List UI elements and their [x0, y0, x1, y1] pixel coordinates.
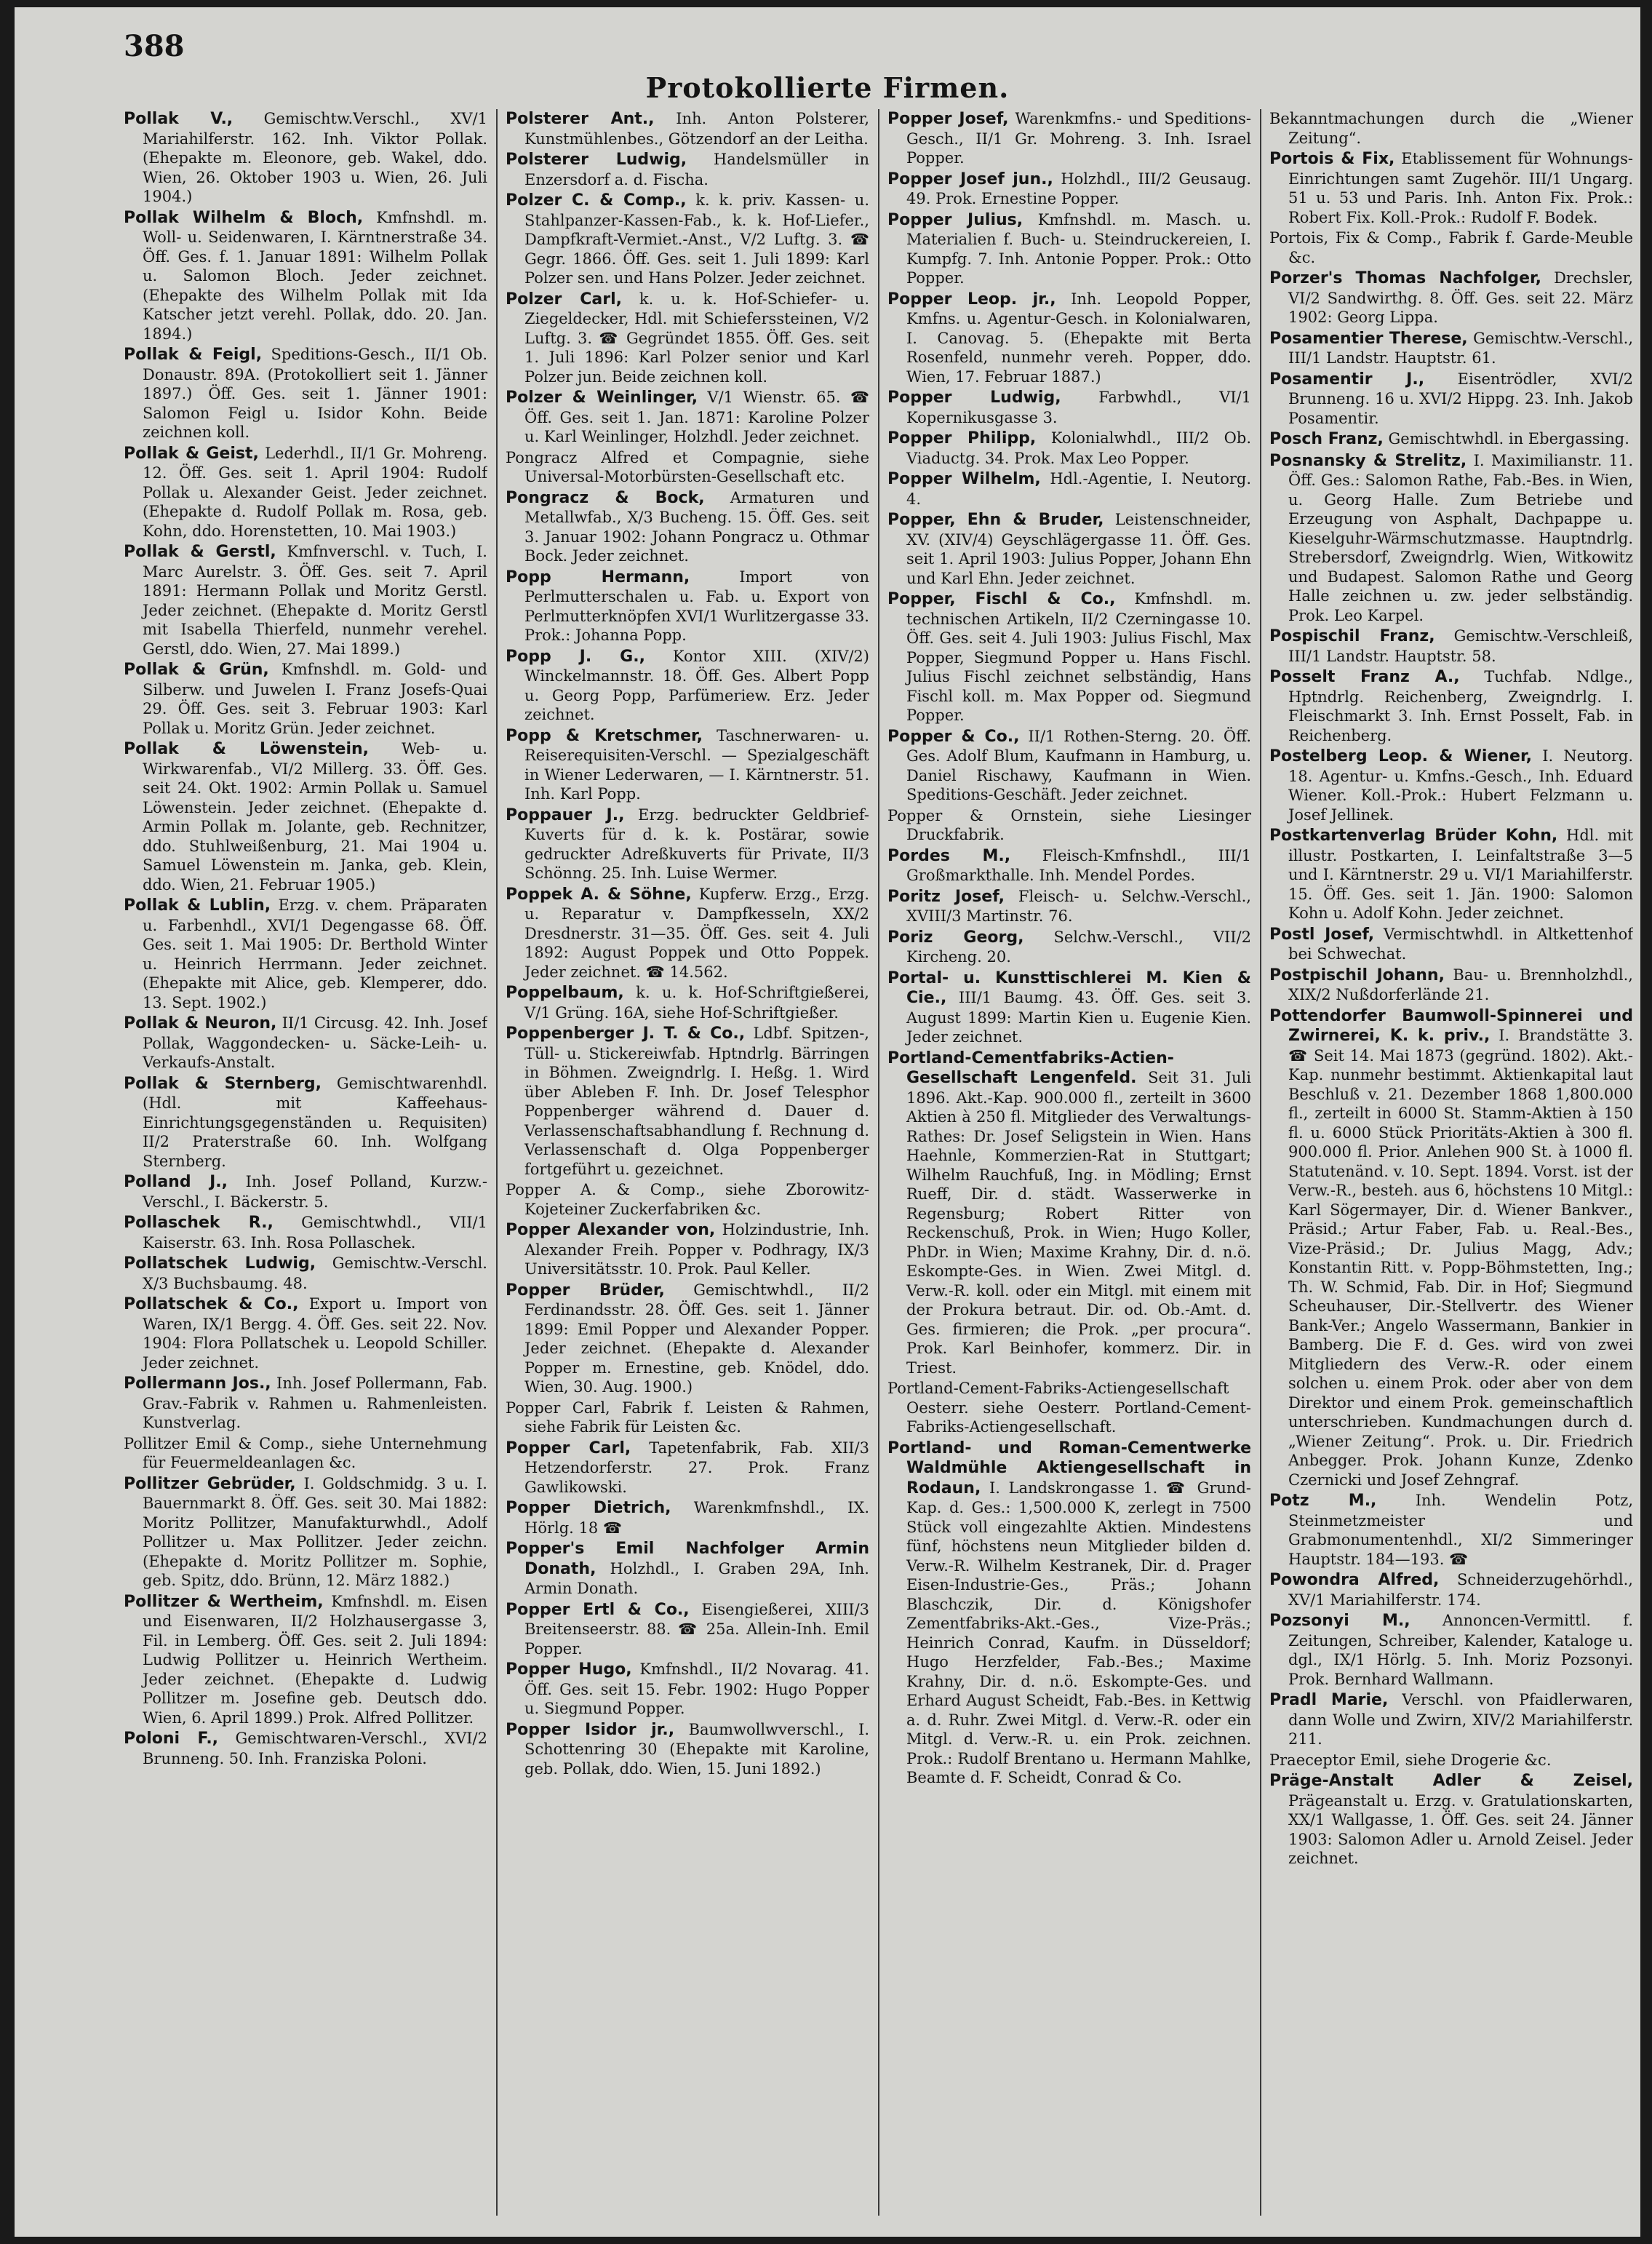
directory-entry [887, 1379, 1251, 1437]
entry-text: Vermischtwhdl. in Altkettenhof bei Schwechat. [1288, 925, 1633, 963]
entry-text: Gemischtwhdl., VII/1 Kaiserstr. 63. Inh. Rosa Pollaschek. [143, 1214, 487, 1252]
directory-entry [1269, 1690, 1633, 1749]
entry-text: Armaturen und Metallwfab., X/3 Bucheng. 15. Öff. Ges. seit 3. Januar 1902: Johann Pongracz u. Othmar Bock. Jeder zeichnet. [524, 488, 869, 565]
firm-name: Popper, Ehn & Bruder, [887, 511, 1104, 529]
entry-text: Hdl. mit illustr. Postkarten, I. Leinfaltstraße 3—5 und I. Kärntnerstr. 29 u. VI/1 Mariahilferstr. 15. Öff. Ges. seit 1. Jän. 1900: Salomon Kohn u. Adolf Kohn. Jeder zeichnet. [1288, 827, 1633, 922]
firm-name: Pollitzer Gebrüder, [124, 1474, 296, 1493]
directory-entry [506, 726, 869, 804]
directory-entry [887, 1439, 1251, 1788]
firm-name: Pongracz & Bock, [506, 488, 705, 507]
entry-text: Inh. Josef Pollermann, Fab. Grav.-Fabrik v. Rahmen u. Rahmenleisten. Kunstverlag. [143, 1374, 487, 1431]
firm-name: Polzer Carl, [506, 290, 622, 309]
entry-text: Holzindustrie, Inh. Alexander Freih. Popper v. Podhragy, IX/3 Universitätsstr. 10. Prok. Paul Keller. [524, 1221, 869, 1278]
directory-entry [887, 589, 1251, 725]
entry-text: Handelsmüller in Enzersdorf a. d. Fischa. [524, 151, 869, 188]
firm-name: Popper Wilhelm, [887, 470, 1041, 488]
directory-entry [1269, 925, 1633, 964]
entry-text: Praeceptor Emil, siehe Drogerie &c. [1269, 1751, 1552, 1769]
directory-entry [124, 1474, 487, 1591]
firm-name: Popper Julius, [887, 210, 1023, 229]
directory-entry [506, 1398, 869, 1437]
firm-name: Portland-Cementfabriks-Actien-Gesellschaft Lengenfeld. [887, 1049, 1174, 1087]
entry-text: Gemischtw.-Verschl., III/1 Landstr. Hauptstr. 61. [1288, 329, 1633, 367]
directory-entry [887, 968, 1251, 1047]
entry-text: Portland-Cement-Fabriks-Actiengesellschaft Oesterr. siehe Oesterr. Portland-Cement-Fabriks-Actiengesellschaft. [887, 1380, 1251, 1436]
firm-name: Postl Josef, [1269, 925, 1375, 944]
directory-entry [506, 191, 869, 288]
directory-entry [1269, 228, 1633, 267]
firm-name: Posselt Franz A., [1269, 668, 1460, 686]
directory-entry [124, 1374, 487, 1433]
directory-entry [124, 1729, 487, 1768]
firm-name: Pottendorfer Baumwoll-Spinnerei und Zwirnerei, K. k. priv., [1269, 1006, 1633, 1045]
column-rule [1260, 109, 1261, 2216]
entry-text: Import von Perlmutterschalen u. Fab. u. Export von Perlmutterknöpfen XVI/1 Wurlitzergasse 33. Prok.: Johanna Popp. [524, 568, 869, 644]
firm-name: Popper Leop. jr., [887, 290, 1056, 309]
directory-entry [887, 388, 1251, 427]
directory-entry [506, 568, 869, 645]
entry-text: Speditions-Gesch., II/1 Ob. Donaustr. 89A. (Protokolliert seit 1. Jänner 1897.) Öff. Ges. seit 1. Jänner 1901: Salomon Feigl u. Isidor Kohn. Beide zeichnen koll. [143, 346, 487, 441]
directory-entry [887, 887, 1251, 926]
entry-text: Inh. Wendelin Potz, Steinmetzmeister und Grabmonumentenhdl., XI/2 Simmeringer Hauptstr. 184—193. ☎ [1288, 1492, 1633, 1568]
directory-entry [1269, 149, 1633, 227]
entry-text: II/1 Rothen-Sterng. 20. Öff. Ges. Adolf Blum, Kaufmann in Hamburg, u. Daniel Rischawy, Kaufmann in Wien. Speditions-Geschäft. Jeder zeichnet. [906, 727, 1251, 803]
entry-text: Pollitzer Emil & Comp., siehe Unternehmung für Feuermeldeanlagen &c. [124, 1434, 487, 1471]
firm-name: Pollermann Jos., [124, 1374, 271, 1393]
firm-name: Poppauer J., [506, 805, 625, 824]
entry-text: Warenkmfnshdl., IX. Hörlg. 18 ☎ [524, 1499, 869, 1537]
directory-entry [506, 109, 869, 148]
page-number: 388 [124, 29, 185, 63]
firm-name: Pollak V., [124, 110, 234, 128]
entry-text: I. Goldschmidg. 3 u. I. Bauernmarkt 8. Öff. Ges. seit 30. Mai 1882: Moritz Pollitzer, Manufakturwhdl., Adolf Pollitzer u. Max Pollitzer. Jeder zeichn. (Ehepakte d. Moritz Pollitzer m. Sophie, geb. Spitz, ddo. Brünn, 12. März 1882.) [143, 1474, 487, 1589]
entry-text: Kmfnshdl. m. technischen Artikeln, II/2 Czerningasse 10. Öff. Ges. seit 4. Juli 1903: Julius Fischl, Max Popper, Siegmund Popper u. Hans Fischl. Julius Fischl zeichnet selbständig, Hans Fischl koll. m. Max Popper od. Siegmund Popper. [906, 590, 1251, 724]
directory-entry [1269, 1751, 1633, 1770]
directory-entry [1269, 1006, 1633, 1490]
firm-name: Pollak & Löwenstein, [124, 740, 370, 758]
firm-name: Powondra Alfred, [1269, 1571, 1440, 1589]
firm-name: Pollak & Sternberg, [124, 1074, 322, 1093]
firm-name: Posamentier Therese, [1269, 329, 1468, 348]
entry-text: k. k. priv. Kassen- u. Stahlpanzer-Kassen-Fab., k. k. Hof-Liefer., Dampfkraft-Vermiet.-Anst., V/2 Luftg. 3. ☎ Gegr. 1866. Öff. Ges. seit 1. Juli 1899: Karl Polzer sen. und Hans Polzer. Jeder zeichnet. [524, 191, 869, 287]
directory-entry [887, 928, 1251, 967]
directory-entry [1269, 329, 1633, 368]
firm-name: Portois & Fix, [1269, 150, 1395, 168]
directory-entry [124, 345, 487, 442]
entry-text: Tapetenfabrik, Fab. XII/3 Hetzendorferstr. 27. Prok. Franz Gawlikowski. [524, 1439, 869, 1496]
directory-entry [887, 290, 1251, 387]
firm-name: Postpischil Johann, [1269, 966, 1445, 984]
firm-name: Popp Hermann, [506, 568, 690, 586]
firm-name: Popper Philipp, [887, 429, 1037, 447]
directory-entry [887, 109, 1251, 168]
entry-text: Leistenschneider, XV. (XIV/4) Geyschlägergasse 11. Öff. Ges. seit 1. April 1903: Julius Popper, Johann Ehn und Karl Ehn. Jeder zeichnet. [906, 511, 1251, 587]
directory-entry [506, 1720, 869, 1779]
directory-entry [1269, 747, 1633, 824]
entry-text: Holzhdl., III/2 Geusaug. 49. Prok. Ernestine Popper. [906, 170, 1251, 207]
entry-text: Popper A. & Comp., siehe Zborowitz-Kojeteiner Zuckerfabriken &c. [506, 1181, 869, 1218]
directory-entry [506, 983, 869, 1022]
directory-entry [506, 1024, 869, 1179]
directory-entry [124, 1592, 487, 1728]
directory-entry [1269, 370, 1633, 429]
firm-name: Posch Franz, [1269, 430, 1384, 448]
directory-entry [506, 1498, 869, 1537]
firm-name: Poppelbaum, [506, 984, 624, 1002]
entry-text: II/1 Circusg. 42. Inh. Josef Pollak, Waggondecken- u. Säcke-Leih- u. Verkaufs-Anstalt. [143, 1014, 487, 1071]
entry-text: Drechsler, VI/2 Sandwirthg. 8. Öff. Ges. seit 22. März 1902: Georg Lippa. [1288, 269, 1633, 326]
firm-name: Pollak & Feigl, [124, 346, 263, 364]
firm-name: Popper Alexander von, [506, 1221, 716, 1239]
entry-text: Gemischtw.-Verschleiß, III/1 Landstr. Hauptstr. 58. [1288, 627, 1633, 665]
entry-text: Taschnerwaren- u. Reiserequisiten-Verschl. — Spezialgeschäft in Wiener Lederwaren, — I. Kärntnerstr. 51. Inh. Karl Popp. [524, 726, 869, 803]
entry-text: Inh. Anton Polsterer, Kunstmühlenbes., Götzendorf an der Leitha. [524, 110, 869, 148]
firm-name: Postkartenverlag Brüder Kohn, [1269, 827, 1558, 845]
firm-name: Pollak & Lublin, [124, 896, 271, 915]
directory-entry [1269, 966, 1633, 1005]
directory-entry [124, 896, 487, 1012]
firm-name: Polzer C. & Comp., [506, 191, 687, 210]
directory-entry [1269, 109, 1633, 148]
entry-text: Kmfnshdl. m. Eisen und Eisenwaren, II/2 Holzhausergasse 3, Fil. in Lemberg. Öff. Ges. seit 2. Juli 1894: Ludwig Pollitzer u. Heinrich Wertheim. Jeder zeichnet. (Ehepakte d. Ludwig Pollitzer m. Josefine geb. Deutsch ddo. Wien, 6. April 1899.) Prok. Alfred Pollitzer. [143, 1592, 487, 1727]
entry-text: Gemischtwhdl. in Ebergassing. [1388, 430, 1629, 447]
directory-entry [506, 1220, 869, 1279]
directory-entry [506, 1660, 869, 1719]
directory-entry [124, 109, 487, 207]
firm-name: Präge-Anstalt Adler & Zeisel, [1269, 1772, 1633, 1790]
firm-name: Pollatschek & Co., [124, 1295, 299, 1313]
entry-text: Fleisch- u. Selchw.-Verschl., XVIII/3 Martinstr. 76. [906, 887, 1251, 925]
entry-text: Ldbf. Spitzen-, Tüll- u. Stickereiwfab. Hptndrlg. Bärringen in Böhmen. Zweigndrlg. I. Heßg. 1. Wird über Ableben F. Inh. Dr. Josef Telesphor Poppenberger während d. Dauer d. Verlassenschaftsabhandlung f. Rechnung d. Verlassenschaft d. Olga Poppenberger fortgeführt u. gezeichnet. [524, 1024, 869, 1178]
entry-text: I. Brandstätte 3. ☎ Seit 14. Mai 1873 (gegründ. 1802). Akt.-Kap. nunmehr bestimmt. Aktienkapital laut Beschluß v. 21. Dezember 1868 1,800.000 fl., zerteilt in 6000 St. Stamm-Aktien à 150 fl. u. 6000 Stück Prioritäts-Aktien à 300 fl. 900.000 fl. Prior. Anlehen 900 St. à 1000 fl. Statutenänd. v. 10. Sept. 1894. Vorst. ist der Verw.-R., besteh. aus 6, höchstens 10 Mitgl.: Karl Sögermayer, Dir. d. Wiener Bankver., Präsid.; Artur Faber, Fab. u. Real.-Bes., Vize-Präsid.; Dr. Julius Magg, Adv.; Konstantin Ritt. v. Popp-Böhmstetten, Ing.; Th. W. Schmid, Fab. Dir. in Hof; Siegmund Scheuhauser, Dir.-Stellvertr. des Wiener Bank-Ver.; Angelo Wassermann, Bankier in Bamberg. Die F. d. Ges. wird von zwei Mitgliedern des Verw.-R. oder einem solchen u. einem Prok. oder aber von dem Direktor und einem Prok. gemeinschaftlich unterschrieben. Kundmachungen durch d. „Wiener Zeitung“. Prok. u. Dir. Friedrich Anbegger. Prok. Johann Kunze, Zdenko Czernicki und Josef Zehngraf. [1288, 1027, 1633, 1489]
entry-text: I. Landskrongasse 1. ☎ Grund-Kap. d. Ges.: 1,500.000 K, zerlegt in 7500 Stück voll eingezahlte Aktien. Mindestens fünf, höchstens neun Mitglieder bilden d. Verw.-R. Wilhelm Kestranek, Dir. d. Prager Eisen-Industrie-Ges., Präs.; Johann Blaschczik, Dir. d. Königshofer Zementfabriks-Akt.-Ges., Vize-Präs.; Heinrich Conrad, Kaufm. in Düsseldorf; Hugo Herzfelder, Fab.-Bes.; Maxime Krahny, Dir. d. n.ö. Eskompte-Ges. und Erhard August Scheidt, Fab.-Bes. in Kettwig a. d. Ruhr. Zwei Mitgl. d. Verw.-R. oder ein Mitgl. d. Verw.-R. u. ein Prok. zeichnen. Prok.: Rudolf Brentano u. Hermann Mahlke, Beamte d. F. Scheidt, Conrad & Co. [906, 1479, 1251, 1786]
directory-entry [1269, 626, 1633, 666]
entry-text: Gemischtw.Verschl., XV/1 Mariahilferstr. 162. Inh. Viktor Pollak. (Ehepakte m. Eleonore, geb. Wakel, ddo. Wien, 26. Oktober 1903 u. Wien, 26. Juli 1904.) [143, 110, 487, 205]
directory-entry [1269, 451, 1633, 626]
firm-name: Popper Josef, [887, 110, 1009, 128]
entry-text: Tuchfab. Ndlge., Hptndrlg. Reichenberg, Zweigndrlg. I. Fleischmarkt 3. Inh. Ernst Posselt, Fab. in Reichenberg. [1288, 668, 1633, 744]
entry-text: Kupferw. Erzg., Erzg. u. Reparatur v. Dampfkesseln, XX/2 Dresdnerstr. 31—35. Öff. Ges. seit 4. Juli 1892: August Poppek und Otto Poppek. Jeder zeichnet. ☎ 14.562. [524, 885, 869, 981]
entry-text: Gemischtw.-Verschl. X/3 Buchsbaumg. 48. [143, 1254, 487, 1292]
firm-name: Popper Josef jun., [887, 170, 1053, 188]
directory-entry [506, 388, 869, 447]
entry-text: Popper Carl, Fabrik f. Leisten & Rahmen, siehe Fabrik für Leisten &c. [506, 1398, 869, 1436]
firm-name: Pollaschek R., [124, 1214, 274, 1232]
entry-text: Lederhdl., II/1 Gr. Mohreng. 12. Öff. Ges. seit 1. April 1904: Rudolf Pollak u. Alexander Geist. Jeder zeichnet. (Ehepakte d. Rudolf Pollak m. Rosa, geb. Kohn, ddo. Horenstetten, 10. Mai 1903.) [143, 444, 487, 540]
firm-name: Pollak & Neuron, [124, 1014, 277, 1033]
directory-entry [124, 1294, 487, 1372]
firm-name: Poloni F., [124, 1730, 219, 1748]
directory-entry [887, 806, 1251, 845]
firm-name: Pospischil Franz, [1269, 627, 1435, 645]
directory-entry [887, 727, 1251, 805]
entry-text: Warenkmfns.- und Speditions-Gesch., II/1 Gr. Mohreng. 3. Inh. Israel Popper. [906, 110, 1251, 167]
entry-text: Kolonialwhdl., III/2 Ob. Viaductg. 34. Prok. Max Leo Popper. [906, 429, 1251, 467]
directory-entry [124, 444, 487, 541]
firm-name: Popp J. G., [506, 647, 645, 666]
entry-text: I. Neutorg. 18. Agentur- u. Kmfns.-Gesch., Inh. Eduard Wiener. Koll.-Prok.: Hubert Felzmann u. Josef Jellinek. [1288, 747, 1633, 824]
directory-entry [124, 1254, 487, 1293]
directory-entry [1269, 268, 1633, 327]
column-rule [496, 109, 498, 2216]
directory-entry [887, 469, 1251, 509]
firm-name: Poritz Josef, [887, 887, 1005, 906]
entry-text: Holzhdl., I. Graben 29A, Inh. Armin Donath. [524, 1559, 869, 1597]
firm-name: Popper, Fischl & Co., [887, 590, 1116, 608]
directory-entry [1269, 429, 1633, 450]
entry-text: Baumwollwverschl., I. Schottenring 30 (Ehepakte mit Karoline, geb. Pollak, ddo. Wien, 15. Juni 1892.) [524, 1720, 869, 1778]
firm-name: Popper Isidor jr., [506, 1720, 675, 1739]
directory-entry [506, 1539, 869, 1599]
directory-entry [506, 150, 869, 189]
directory-entry [124, 1434, 487, 1473]
entry-text: Kmfnshdl. m. Masch. u. Materialien f. Buch- u. Steindruckereien, I. Kumpfg. 7. Inh. Antonie Popper. Prok.: Otto Popper. [906, 210, 1251, 287]
firm-name: Portal- u. Kunsttischlerei M. Kien & Cie., [887, 968, 1251, 1007]
entry-text: I. Maximilianstr. 11. Öff. Ges.: Salomon Rathe, Fab.-Bes. in Wien, u. Georg Halle. Zum Betriebe und Erzeugung von Asphalt, Dachpappe u. Kieselguhr-Wärmschutzmasse. Hauptndrlg. Strebersdorf, Zweigndrlg. Wien, Witkowitz und Budapest. Salomon Rathe und Georg Halle zeichnen u. zw. jeder selbständig. Prok. Leo Karpel. [1288, 451, 1633, 624]
entry-text: Popper & Ornstein, siehe Liesinger Druckfabrik. [887, 806, 1251, 843]
entry-text: k. u. k. Hof-Schiefer- u. Ziegeldecker, Hdl. mit Schieferssteinen, V/2 Luftg. 3. ☎ Gegründet 1855. Öff. Ges. seit 1. Juli 1896: Karl Polzer senior und Karl Polzer jun. Beide zeichnen koll. [524, 290, 869, 386]
entry-text: Eisengießerei, XIII/3 Breitenseerstr. 88. ☎ 25a. Allein-Inh. Emil Popper. [524, 1600, 869, 1658]
directory-entry [506, 647, 869, 725]
firm-name: Polzer & Weinlinger, [506, 389, 698, 407]
directory-entry [124, 1172, 487, 1211]
entry-text: Inh. Josef Polland, Kurzw.-Verschl., I. Bäckerstr. 5. [143, 1173, 487, 1211]
directory-entry [124, 1074, 487, 1171]
firm-name: Pordes M., [887, 846, 1011, 865]
entry-text: Kmfnshdl. m. Gold- und Silberw. und Juwelen I. Franz Josefs-Quai 29. Öff. Ges. seit 3. Februar 1903: Karl Pollak u. Moritz Grün. Jeder zeichnet. [143, 661, 487, 737]
entry-text: Gemischtwaren-Verschl., XVI/2 Brunneng. 50. Inh. Franziska Poloni. [143, 1730, 487, 1767]
directory-page [15, 7, 1640, 2237]
firm-name: Postelberg Leop. & Wiener, [1269, 747, 1532, 765]
directory-entry [1269, 667, 1633, 745]
firm-name: Popper Hugo, [506, 1660, 632, 1679]
firm-name: Popper Carl, [506, 1439, 631, 1457]
directory-entry [124, 1213, 487, 1252]
entry-text: Kontor XIII. (XIV/2) Winckelmannstr. 18. Öff. Ges. Albert Popp u. Georg Popp, Parfümeriew. Erz. Jeder zeichnet. [524, 647, 869, 723]
firm-name: Pollak & Geist, [124, 444, 259, 463]
entry-text: Hdl.-Agentie, I. Neutorg. 4. [906, 470, 1251, 508]
entry-text: Inh. Leopold Popper, Kmfns. u. Agentur-Gesch. in Kolonialwaren, I. Canovag. 5. (Ehepakte mit Berta Rosenfeld, nunmehr vereh. Popper, ddo. Wien, 17. Februar 1887.) [906, 290, 1251, 386]
directory-entry [124, 739, 487, 894]
entry-text: Fleisch-Kmfnshdl., III/1 Großmarkthalle. Inh. Mendel Pordes. [906, 846, 1251, 884]
firm-name: Polsterer Ant., [506, 110, 655, 128]
firm-name: Polland J., [124, 1173, 228, 1191]
entry-text: Erzg. bedruckter Geldbrief-Kuverts für d. k. k. Postärar, sowie gedruckter Adreßkuverts für Private, II/3 Schönng. 25. Inh. Luise Wermer. [524, 805, 869, 882]
directory-entry [887, 1049, 1251, 1378]
entry-text: Kmfnshdl. m. Woll- u. Seidenwaren, I. Kärntnerstraße 34. Öff. Ges. f. 1. Januar 1891: Wilhelm Pollak u. Salomon Bloch. Jeder zeichnet. (Ehepakte des Wilhelm Pollak mit Ida Katscher jetzt verehl. Pollak, ddo. 20. Jan. 1894.) [143, 208, 487, 343]
firm-name: Popper Ludwig, [887, 389, 1061, 407]
firm-name: Popp & Kretschmer, [506, 726, 703, 745]
entry-text: Web- u. Wirkwarenfab., VI/2 Millerg. 33. Öff. Ges. seit 24. Okt. 1902: Armin Pollak u. Samuel Löwenstein. Jeder zeichnet. (Ehepakte d. Armin Pollak m. Jolante, geb. Rechnitzer, ddo. Stuhlweißenburg, 21. Mai 1904 u. Samuel Löwenstein m. Janka, geb. Klein, ddo. Wien, 21. Februar 1905.) [143, 740, 487, 894]
column-2 [506, 109, 869, 2216]
directory-entry [887, 510, 1251, 588]
entry-text: Erzg. v. chem. Präparaten u. Farbenhdl., XVI/1 Degengasse 68. Öff. Ges. seit 1. Mai 1905: Dr. Berthold Winter u. Heinrich Herrmann. Jeder zeichnet. (Ehepakte mit Alice, geb. Klemperer, ddo. 13. Sept. 1902.) [143, 896, 487, 1011]
entry-text: Etablissement für Wohnungs-Einrichtungen samt Zugehör. III/1 Ungarg. 51 u. 53 und Paris. Inh. Anton Fix. Prok.: Robert Fix. Koll.-Prok.: Rudolf F. Bodek. [1288, 150, 1633, 226]
directory-entry [887, 846, 1251, 886]
directory-entry [1269, 1570, 1633, 1610]
column-1 [124, 109, 487, 2216]
entry-text: III/1 Baumg. 43. Öff. Ges. seit 3. August 1899: Martin Kien u. Eugenie Kien. Jeder zeichnet. [906, 989, 1251, 1046]
directory-entry [124, 542, 487, 659]
entry-text: Selchw.-Verschl., VII/2 Kircheng. 20. [906, 928, 1251, 966]
directory-entry [1269, 826, 1633, 923]
firm-name: Potz M., [1269, 1492, 1377, 1510]
directory-entry [124, 208, 487, 344]
firm-name: Popper Ertl & Co., [506, 1600, 690, 1619]
directory-entry [1269, 1611, 1633, 1689]
entry-text: Gemischtwhdl., II/2 Ferdinandsstr. 28. Öff. Ges. seit 1. Jänner 1899: Emil Popper und Alexander Popper. Jeder zeichnet. (Ehepakte d. Alexander Popper m. Ernestine, geb. Knödel, ddo. Wien, 30. Aug. 1900.) [524, 1281, 869, 1396]
entry-text: Annoncen-Vermittl. f. Zeitungen, Schreiber, Kalender, Kataloge u. dgl., IX/1 Hörlg. 5. Inh. Moriz Pozsonyi. Prok. Bernhard Wallmann. [1288, 1612, 1633, 1688]
firm-name: Poppek A. & Söhne, [506, 885, 692, 904]
firm-name: Poppenberger J. T. & Co., [506, 1024, 746, 1043]
firm-name: Pollak & Gerstl, [124, 543, 276, 561]
directory-entry [506, 290, 869, 387]
firm-name: Pollitzer & Wertheim, [124, 1592, 324, 1611]
entry-text: Pongracz Alfred et Compagnie, siehe Universal-Motorbürsten-Gesellschaft etc. [506, 448, 869, 485]
directory-entry [124, 1014, 487, 1073]
directory-entry [506, 1180, 869, 1219]
firm-name: Poriz Georg, [887, 928, 1024, 947]
directory-entry [887, 170, 1251, 209]
entry-text: Kmfnverschl. v. Tuch, I. Marc Aurelstr. 3. Öff. Ges. seit 7. April 1891: Hermann Pollak und Moritz Gerstl. Jeder zeichnet. (Ehepakte d. Moritz Gerstl mit Isabella Thierfeld, nunmehr verehel. Gerstl, ddo. Wien, 27. Mai 1899.) [143, 543, 487, 658]
firm-name: Popper's Emil Nachfolger Armin Donath, [506, 1540, 869, 1578]
entry-text: Verschl. von Pfaidlerwaren, dann Wolle und Zwirn, XIV/2 Mariahilferstr. 211. [1288, 1691, 1633, 1748]
entry-text: Portois, Fix & Comp., Fabrik f. Garde-Meuble &c. [1269, 229, 1633, 266]
entry-text: Bekanntmachungen durch die „Wiener Zeitung“. [1269, 110, 1633, 147]
entry-text: V/1 Wienstr. 65. ☎ Öff. Ges. seit 1. Jan. 1871: Karoline Polzer u. Karl Weinlinger, Holzhdl. Jeder zeichnet. [524, 389, 869, 445]
firm-name: Posamentir J., [1269, 370, 1425, 389]
directory-entry [1269, 1771, 1633, 1869]
directory-entry [124, 660, 487, 738]
entry-text: Gemischtwarenhdl. (Hdl. mit Kaffeehaus-Einrichtungsgegenständen u. Requisiten) II/2 Praterstraße 60. Inh. Wolfgang Sternberg. [143, 1074, 487, 1170]
firm-name: Porzer's Thomas Nachfolger, [1269, 269, 1542, 287]
firm-name: Pozsonyi M., [1269, 1612, 1410, 1630]
firm-name: Polsterer Ludwig, [506, 151, 687, 169]
directory-entry [1269, 1491, 1633, 1569]
entry-text: Kmfnshdl., II/2 Novarag. 41. Öff. Ges. seit 15. Febr. 1902: Hugo Popper u. Siegmund Popper. [524, 1660, 869, 1717]
running-head: Protokollierte Firmen. [645, 71, 1010, 104]
entry-text: Bau- u. Brennholzhdl., XIX/2 Nußdorferlände 21. [1288, 966, 1633, 1003]
column-4 [1269, 109, 1633, 2216]
firm-name: Popper Dietrich, [506, 1499, 671, 1517]
directory-entry [506, 885, 869, 982]
firm-name: Popper & Co., [887, 727, 1020, 746]
firm-name: Pollatschek Ludwig, [124, 1254, 316, 1273]
column-rule [878, 109, 879, 2216]
entry-text: k. u. k. Hof-Schriftgießerei, V/1 Grüng. 16A, siehe Hof-Schriftgießer. [524, 984, 869, 1022]
directory-entry [506, 1600, 869, 1659]
directory-entry [887, 429, 1251, 468]
firm-name: Popper Brüder, [506, 1281, 665, 1300]
entry-text: Prägeanstalt u. Erzg. v. Gratulationskarten, XX/1 Wallgasse, 1. Öff. Ges. seit 24. Jänner 1903: Salomon Adler u. Arnold Zeisel. Jeder zeichnet. [1288, 1791, 1633, 1867]
directory-entry [506, 805, 869, 883]
entry-text: Seit 31. Juli 1896. Akt.-Kap. 900.000 fl., zerteilt in 3600 Aktien à 250 fl. Mitglieder des Verwaltungs-Rathes: Dr. Josef Seligstein in Wien. Hans Haehnle, Kommerzien-Rat in Stuttgart; Wilhelm Rauchfuß, Ing. in Mödling; Ernst Rueff, Dir. d. städt. Wasserwerke in Regensburg; Robert Ritter von Reckenschuß, Prok. in Wien; Hugo Koller, PhDr. in Wien; Maxime Krahny, Dir. d. n.ö. Eskompte-Ges. in Wien. Zwei Mitgl. d. Verw.-R. koll. oder ein Mitgl. mit einem mit der Prokura betraut. Dir. od. Ob.-Amt. d. Ges. firmieren; die Prok. „per procura“. Prok. Karl Beinhofer, kommerz. Dir. in Triest. [906, 1069, 1251, 1377]
directory-entry [887, 210, 1251, 288]
entry-text: Farbwhdl., VI/1 Kopernikusgasse 3. [906, 389, 1251, 426]
firm-name: Pollak Wilhelm & Bloch, [124, 208, 364, 227]
firm-name: Pradl Marie, [1269, 1691, 1389, 1709]
firm-name: Portland- und Roman-Cementwerke Waldmühle Aktiengesellschaft in Rodaun, [887, 1439, 1251, 1497]
firm-name: Pollak & Grün, [124, 661, 269, 679]
directory-entry [506, 488, 869, 566]
entry-text: Eisentrödler, XVI/2 Brunneng. 16 u. XVI/2 Hippg. 23. Inh. Jakob Posamentir. [1288, 370, 1633, 427]
directory-entry [506, 1439, 869, 1497]
directory-entry [506, 448, 869, 487]
entry-text: Schneiderzugehörhdl., XV/1 Mariahilferstr. 174. [1288, 1571, 1633, 1609]
entry-text: Export u. Import von Waren, IX/1 Bergg. 4. Öff. Ges. seit 22. Nov. 1904: Flora Pollatschek u. Leopold Schiller. Jeder zeichnet. [143, 1295, 487, 1372]
firm-name: Posnansky & Strelitz, [1269, 451, 1467, 470]
directory-entry [506, 1281, 869, 1397]
column-3 [887, 109, 1251, 2216]
columns-container [124, 109, 1633, 2215]
